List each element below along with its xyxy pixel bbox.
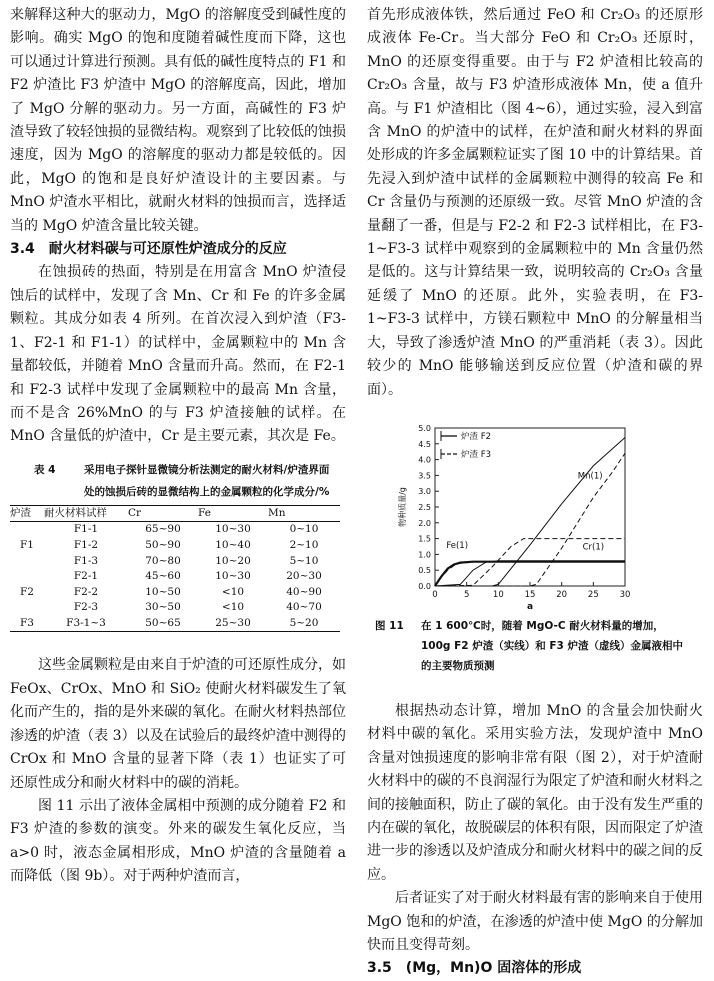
left-column <box>10 4 346 889</box>
slag-group-f1: F1 <box>20 538 34 551</box>
figure-11-caption <box>375 616 703 676</box>
annotation-label: Mn(1) <box>577 471 603 482</box>
y-tick-label: 0.0 <box>418 581 431 591</box>
table-cell: 70~80 <box>145 554 181 567</box>
figure-11 <box>367 414 703 610</box>
right-column <box>367 4 703 981</box>
y-tick-label: 2.0 <box>418 518 431 528</box>
x-tick-label: 5 <box>463 589 470 600</box>
header-sample: 耐火材料试样 <box>44 505 128 522</box>
table-row <box>10 538 340 554</box>
header-cr: Cr <box>128 505 198 522</box>
header-fe: Fe <box>198 505 268 522</box>
y-tick-label: 1.0 <box>418 550 431 560</box>
table-cell: 40~90 <box>286 585 322 598</box>
table-cell: 10~40 <box>215 538 251 551</box>
annotation-label: Fe(1) <box>446 540 469 551</box>
table-cell: F1-3 <box>73 554 99 567</box>
table-cell: F3-1~3 <box>44 616 128 632</box>
table-cell: F2-3 <box>73 601 99 614</box>
table-4-label: 表 4 <box>34 463 56 476</box>
table-cell: 20~30 <box>286 570 322 583</box>
section-heading-3-4: 3.4 耐火材料碳与可还原性炉渣成分的反应 <box>10 241 287 258</box>
table-cell: F2-1 <box>73 570 99 583</box>
table-cell: 0~10 <box>289 523 319 536</box>
left-paragraph-2: 在蚀损砖的热面，特别是在用富含 MnO 炉渣侵蚀后的试样中，发现了含 Mn、Cr 和 Fe 的许多金属颗粒。其成分如表 4 所列。在首次浸入到炉渣（F3-1、F2-1 和 F1-1）的试样中，金属颗粒中的 Mn 含量都较低，并随着 MnO 含量而升高。然而，在 F2-1 和 F2-3 试样中发现了金属颗粒中的最高 Mn 含量，而不是含 26%MnO 的与 F3 炉渣接触的试样。在 MnO 含量低的炉渣中，Cr 是主要元素，其次是 Fe。 <box>10 264 346 445</box>
table-cell: F1-1 <box>73 523 99 536</box>
legend-entry: 炉渣 F2 <box>461 431 491 442</box>
table-cell: 45~60 <box>145 570 181 583</box>
table-4-caption <box>34 459 346 503</box>
y-tick-label: 0.5 <box>418 566 431 576</box>
table-row <box>10 554 340 570</box>
y-tick-label: 4.0 <box>418 455 431 465</box>
section-heading-3-5: 3.5 (Mg，Mn)O 固溶体的形成 <box>367 960 582 977</box>
table-cell: <10 <box>221 585 245 598</box>
table-cell: 25~30 <box>198 616 268 632</box>
table-header-row <box>10 505 340 522</box>
x-tick-label: 25 <box>587 589 599 600</box>
figure-11-caption-text: 在 1 600℃时，随着 MgO-C 耐火材料量的增加，100g F2 炉渣（实线）和 F3 炉渣（虚线）金属液相中的主要物质预测 <box>421 619 684 672</box>
figure-11-chart <box>367 414 703 610</box>
table-cell: 5~20 <box>268 616 340 632</box>
y-tick-label: 5.0 <box>418 423 431 433</box>
table-cell: 30~50 <box>145 601 181 614</box>
table-cell: F2-2 <box>73 585 99 598</box>
right-paragraph-1: 首先形成液体铁，然后通过 FeO 和 Cr₂O₃ 的还原形成液体 Fe-Cr。当大部分 FeO 和 Cr₂O₃ 还原时，MnO 的还原变得重要。由于与 F2 炉渣相比较高的 Cr₂O₃ 含量，故与 F3 炉渣形成液体 Mn，使 a 值升高。与 F1 炉渣相比（图 4~6），通过实验，浸入到富含 MnO 的炉渣中的试样，在炉渣和耐火材料的界面处形成的许多金属颗粒证实了图 10 中的计算结果。首先浸入到炉渣中试样的金属颗粒中测得的较高 Fe 和 Cr 含量仍与预测的还原级一致。尽管 MnO 炉渣的含量翻了一番，但是与 F2-2 和 F2-3 试样相比，在 F3-1~F3-3 试样中观察到的金属颗粒中的 Mn 含量仍然是低的。这与计算结果一致，说明较高的 Cr₂O₃ 含量延缓了 MnO 的还原。此外，实验表明，在 F3-1~F3-3 试样中，方镁石颗粒中 MnO 的分解量相当大，导致了渗透炉渣 MnO 的严重消耗（表 3）。因此较少的 MnO 能够输送到反应位置（炉渣和碳的界面）。 <box>367 7 703 398</box>
table-row <box>10 616 340 632</box>
y-axis-label: 物种质量/g <box>398 487 407 527</box>
table-cell: 10~20 <box>215 554 251 567</box>
x-tick-label: 20 <box>556 589 568 600</box>
table-row <box>10 585 340 601</box>
table-4-caption-text: 采用电子探针显微镜分析法测定的耐火材料/炉渣界面处的蚀损后砖的显微结构上的金属颗粒的化学成分/% <box>84 463 330 498</box>
table-cell: 50~65 <box>128 616 198 632</box>
slag-group-f3: F3 <box>10 616 44 632</box>
table-cell: 65~90 <box>145 523 181 536</box>
x-axis-label: a <box>526 601 534 610</box>
legend-entry: 炉渣 F3 <box>461 449 491 460</box>
left-paragraph-1: 来解释这种大的驱动力，MgO 的溶解度受到碱性度的影响。确实 MgO 的饱和度随着碱性度而下降，这也可以通过计算进行预测。具有低的碱性度特点的 F1 和 F2 炉渣比 F3 炉渣中 MgO 的溶解度高，因此，增加了 MgO 分解的驱动力。另一方面，高碱性的 F3 炉渣导致了较轻蚀损的显微结构。观察到了比较低的蚀损速度，因为 MgO 的溶解度的驱动力都是较低的。因此，MgO 的饱和是良好炉渣设计的主要因素。与 MnO 炉渣水平相比，就耐火材料的蚀损而言，选择适当的 MgO 炉渣含量比较关键。 <box>10 7 346 234</box>
x-tick-label: 10 <box>492 589 504 600</box>
left-paragraph-3: 这些金属颗粒是由来自于炉渣的可还原性成分，如 FeOx、CrOx、MnO 和 SiO₂ 使耐火材料碳发生了氧化而产生的，指的是外来碳的氧化。在耐火材料热部位渗透的炉渣（表 3）以及在试验后的最终炉渣中测得的 CrOx 和 MnO 含量的显著下降（表 1）也证实了可还原性成分和耐火材料中的碳的消耗。 <box>10 657 346 791</box>
header-slag: 炉渣 <box>10 505 44 522</box>
table-row <box>10 600 340 616</box>
annotation-label: Cr(1) <box>582 542 605 553</box>
table-cell: 10~50 <box>145 585 181 598</box>
x-tick-label: 30 <box>619 589 631 600</box>
table-row <box>10 522 340 538</box>
y-tick-label: 4.5 <box>418 439 431 449</box>
table-cell: 10~30 <box>215 523 251 536</box>
x-tick-label: 15 <box>524 589 536 600</box>
y-tick-label: 3.5 <box>418 471 431 481</box>
slag-group-f2: F2 <box>20 585 34 598</box>
table-cell: F1-2 <box>73 538 99 551</box>
y-tick-label: 2.5 <box>418 502 431 512</box>
table-cell: 10~30 <box>215 570 251 583</box>
header-mn: Mn <box>268 505 340 522</box>
table-cell: 2~10 <box>289 538 319 551</box>
figure-11-label: 图 11 <box>375 619 404 632</box>
y-tick-label: 3.0 <box>418 487 431 497</box>
table-4 <box>10 505 340 633</box>
table-cell: 40~70 <box>286 601 322 614</box>
right-paragraph-2: 根据热动态计算，增加 MnO 的含量会加快耐火材料中碳的氧化。采用实验方法，发现炉渣中 MnO 含量对蚀损速度的影响非常有限（图 2），对于炉渣耐火材料中的碳的不良润湿行为限定了炉渣和耐火材料之间的接触面积，防止了碳的氧化。由于没有发生严重的内在碳的氧化，故脱碳层的体积有限，因而限定了炉渣进一步的渗透以及炉渣成分和耐火材料中的碳之间的反应。 <box>367 702 703 883</box>
table-cell: 5~10 <box>289 554 319 567</box>
table-cell: 50~90 <box>145 538 181 551</box>
table-cell: <10 <box>221 601 245 614</box>
right-paragraph-3: 后者证实了对于耐火材料最有害的影响来自于使用 MgO 饱和的炉渣，在渗透的炉渣中使 MgO 的分解加快而且变得苛刻。 <box>367 890 703 953</box>
x-tick-label: 0 <box>432 589 438 600</box>
left-paragraph-4: 图 11 示出了液体金属相中预测的成分随着 F2 和 F3 炉渣的参数的演变。外来的碳发生氧化反应，当 a>0 时，液态金属相形成，MnO 炉渣的含量随着 a 而降低（图 9b）。对于两种炉渣而言， <box>10 797 346 885</box>
table-row <box>10 569 340 585</box>
y-tick-label: 1.5 <box>418 534 431 544</box>
